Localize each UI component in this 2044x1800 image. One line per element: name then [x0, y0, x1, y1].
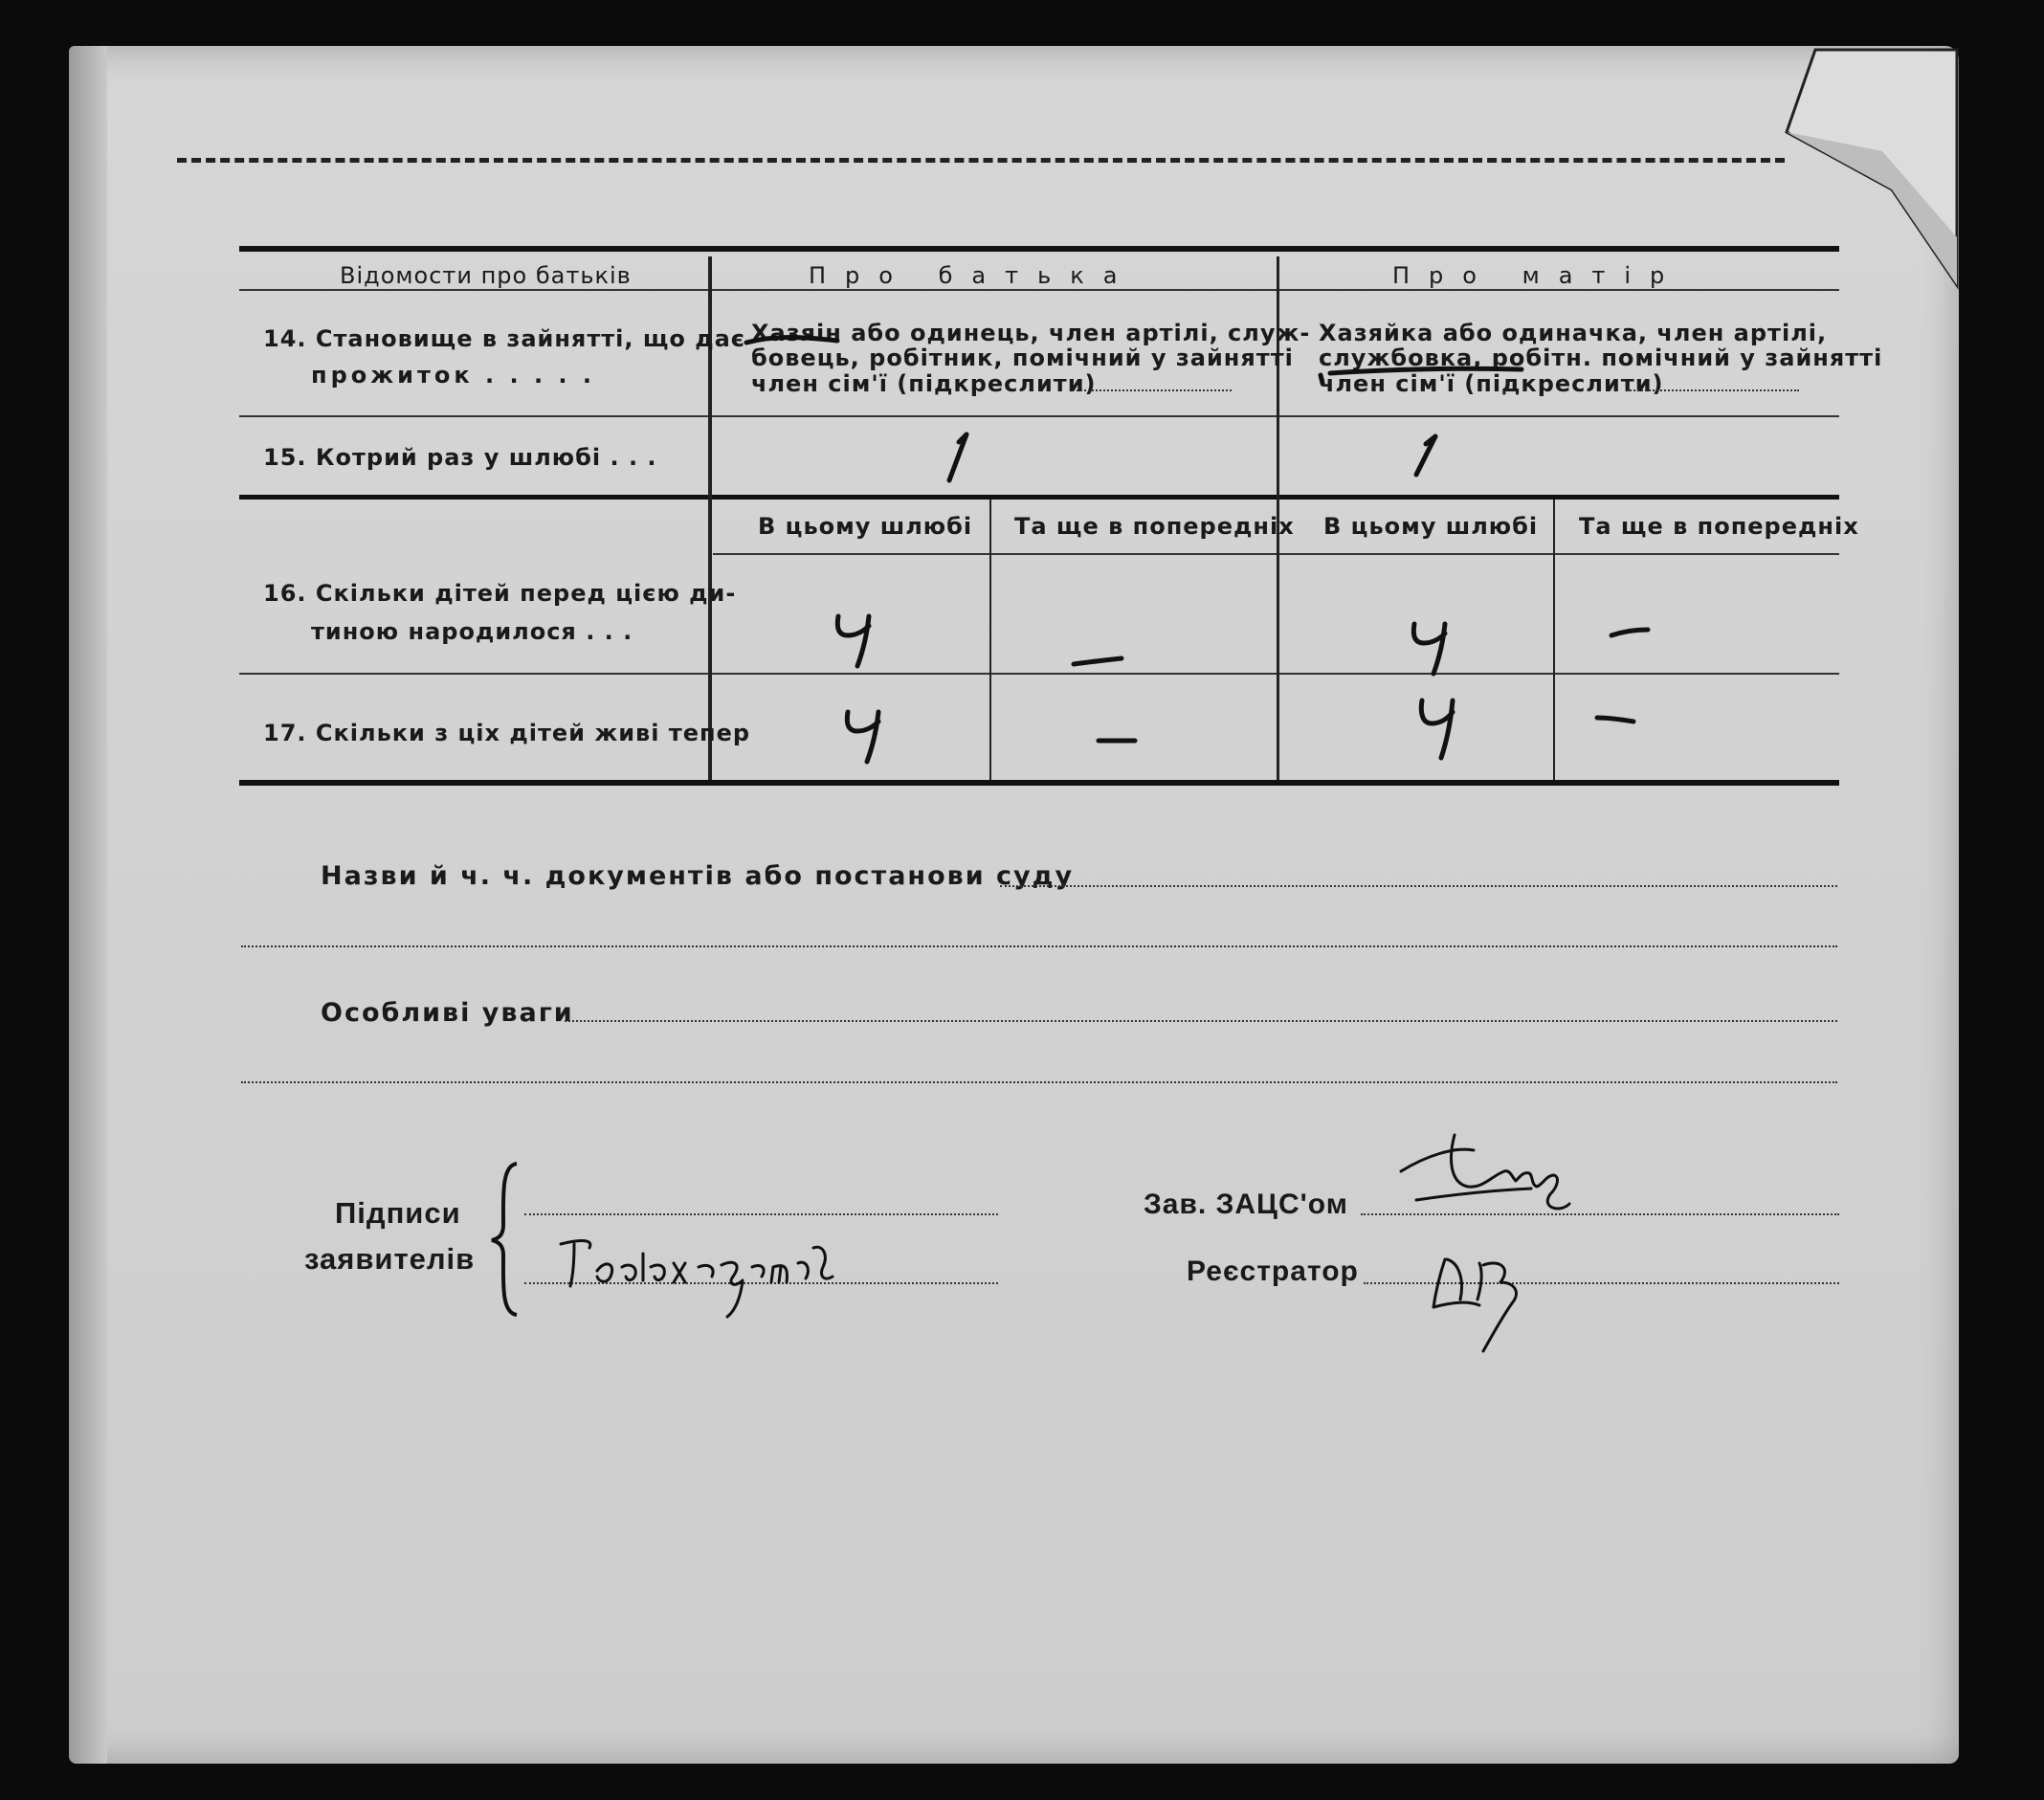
row14-mother-line1: Хазяйка або одиначка, член артілі,: [1319, 320, 1828, 346]
row14-father-line2: бовець, робітник, помічний у зайнятті: [751, 344, 1294, 371]
father-subcolumn-divider: [989, 500, 991, 780]
applicant-signature-line1[interactable]: [524, 1213, 998, 1215]
subheader-father-current: В цьому шлюбі: [758, 513, 973, 540]
documents-label: Назви й ч. ч. документів або постанови суду: [321, 861, 1075, 891]
applicants-label-line1: Підписи: [335, 1196, 461, 1230]
applicants-label-line2: заявителів: [304, 1242, 476, 1276]
head-signature: [1397, 1127, 1589, 1242]
row14-underline-marks: [737, 316, 1694, 392]
row16-underline: [239, 673, 1839, 675]
row16-father-previous-dash: [1070, 653, 1127, 672]
remarks-label: Особливі уваги: [321, 998, 574, 1028]
row16-label-line2: тиною народилося . . .: [311, 618, 633, 645]
row17-label: 17. Скільки з ціх дітей живі тепер: [263, 720, 751, 746]
row14-father-line1: Хазяін або одинець, член артілі, служ-: [751, 320, 1311, 346]
row15-father-handwritten: [938, 429, 976, 486]
row17-father-previous-dash: [1095, 731, 1143, 750]
header-underline: [239, 289, 1839, 291]
row14-mother-line3: член сім'ї (підкреслити): [1319, 370, 1664, 397]
registrar-label: Реєстратор: [1187, 1256, 1359, 1287]
row16-mother-current-handwritten: [1407, 620, 1455, 678]
documents-field-line2[interactable]: [241, 945, 1837, 947]
mother-subcolumn-divider: [1553, 500, 1555, 780]
head-registry-label: Зав. ЗАЦС'ом: [1144, 1189, 1348, 1220]
applicant-signature: [555, 1225, 900, 1321]
row14-father-line3: член сім'ї (підкреслити): [751, 370, 1097, 397]
row15-label: 15. Котрий раз у шлюбі . . .: [263, 444, 657, 471]
row14-label-line1: 14. Становище в зайнятті, що дає: [263, 325, 746, 352]
folded-corner: [1777, 46, 1959, 352]
left-binding-edge: [69, 46, 107, 1764]
table-top-rule: [239, 246, 1839, 252]
row17-father-current-handwritten: [840, 708, 888, 766]
header-about-mother: Про матір: [1392, 262, 1684, 289]
remarks-field-line2[interactable]: [241, 1081, 1837, 1083]
applicants-brace: [488, 1158, 526, 1321]
documents-field-line1[interactable]: [1000, 885, 1837, 887]
subheader-mother-current: В цьому шлюбі: [1323, 513, 1539, 540]
row15-mother-handwritten: [1407, 431, 1445, 478]
table-bottom-rule: [239, 780, 1839, 786]
subheader-father-previous: Та ще в попередніх: [1014, 513, 1295, 540]
row15-underline: [239, 495, 1839, 500]
header-parents-info: Відомости про батьків: [340, 262, 632, 289]
row14-mother-line2: службовка, робітн. помічний у зайнятті: [1319, 344, 1883, 371]
row14-underline: [239, 415, 1839, 417]
row17-mother-current-handwritten: [1414, 697, 1462, 764]
row16-father-current-handwritten: [831, 612, 878, 670]
row16-label-line1: 16. Скільки дітей перед цією ди-: [263, 580, 737, 607]
row14-label-line2: прожиток . . . . .: [311, 362, 595, 389]
subheader-mother-previous: Та ще в попередніх: [1579, 513, 1859, 540]
tear-off-dashed-line: [177, 158, 1785, 163]
remarks-field-line1[interactable]: [565, 1020, 1837, 1022]
document-sheet: [69, 46, 1959, 1764]
row16-mother-previous-dash: [1608, 624, 1655, 643]
registrar-signature: [1426, 1244, 1560, 1368]
header-about-father: Про батька: [809, 262, 1137, 289]
row17-mother-previous-dash: [1593, 710, 1641, 729]
